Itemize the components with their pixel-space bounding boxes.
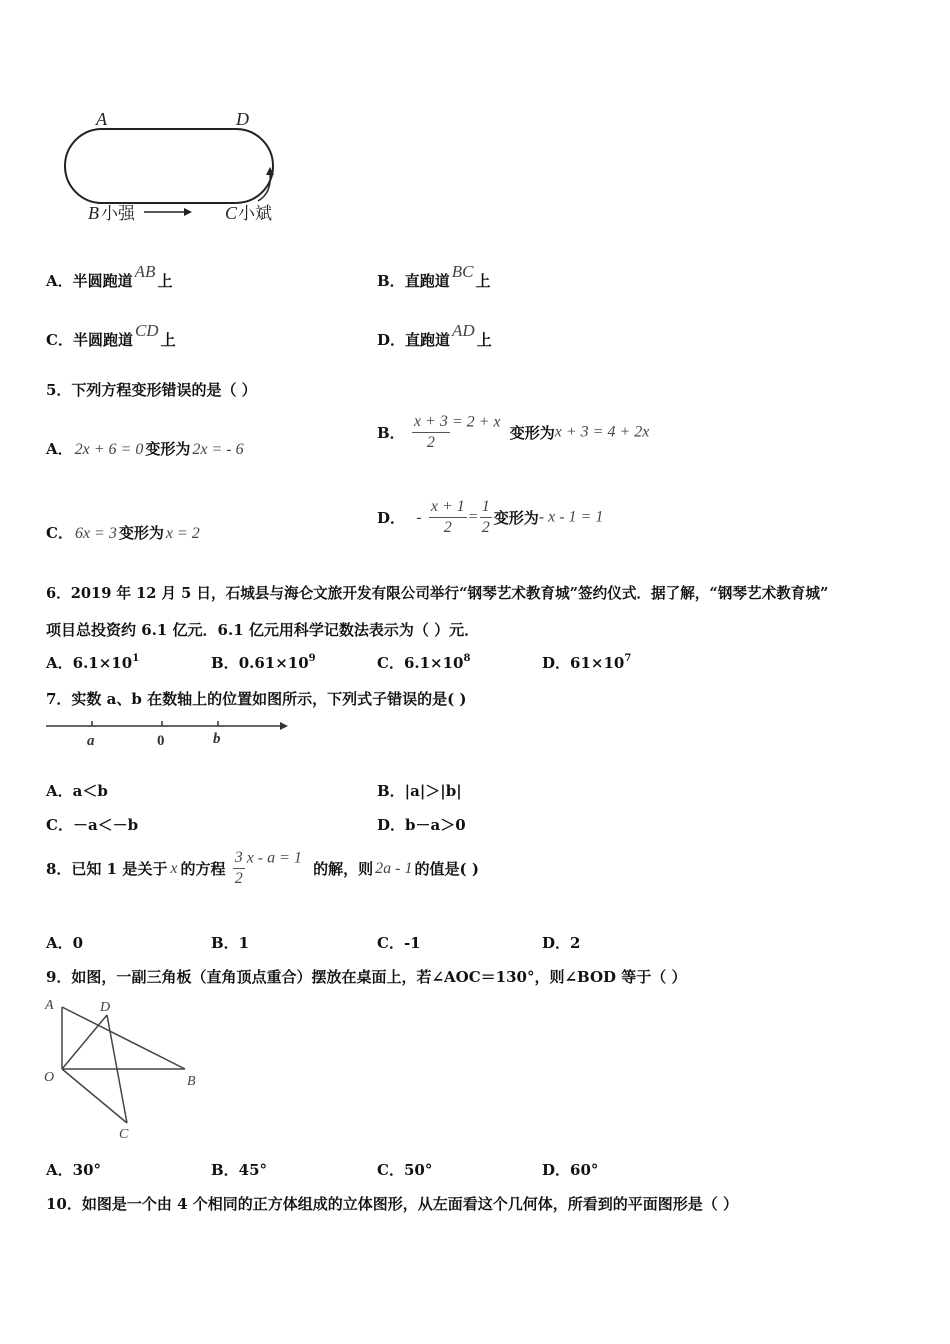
q9-option-b[interactable]: B．45°: [211, 1161, 268, 1179]
q8-option-c[interactable]: C．-1: [377, 934, 421, 952]
point-a: A: [45, 998, 54, 1013]
q4-c-var: CD: [134, 321, 159, 340]
q5-b-fraction: $\frac{x + 3}{2}$: [413, 413, 448, 451]
label-a: a: [87, 733, 95, 749]
q6-stem-line1: 6．2019 年 12 月 5 日，石城县与海仑文旅开发有限公司举行“钢琴艺术教育城”签约仪式．据了解，“钢琴艺术教育城”: [46, 585, 829, 602]
track-figure: [60, 105, 300, 230]
track-label-d: D: [236, 109, 249, 129]
q7-option-c[interactable]: C．－a＜－b: [46, 816, 139, 834]
q10-stem: 10．如图是一个由 4 个相同的正方体组成的立体图形，从左面看这个几何体，所看到的平面图形是（ ）: [46, 1195, 738, 1213]
point-o: O: [44, 1070, 55, 1085]
q4-option-d[interactable]: D．直跑道 AD 上: [377, 321, 492, 349]
q7-option-d[interactable]: D．b－a＞0: [377, 816, 466, 834]
q7-stem: 7．实数 a、b 在数轴上的位置如图所示，下列式子错误的是( ): [46, 690, 467, 708]
q5-option-c[interactable]: C． 6x = 3 变形为 x = 2: [46, 524, 200, 542]
q4-a-var: AB: [134, 262, 156, 281]
q4-b-var: BC: [451, 262, 474, 281]
q6-stem-line2: 项目总投资约 6.1 亿元．6.1 亿元用科学记数法表示为（ ）元．: [46, 621, 480, 639]
q5-d-fraction-right: $\frac{1}{2}$: [481, 498, 490, 536]
q5-option-b[interactable]: B． $\frac{x + 3}{2}$ = 2 + x 变形为x + 3 = 4 + 2x: [377, 413, 650, 451]
q5-d-fraction-left: $\frac{x + 1}{2}$: [430, 498, 465, 536]
q6-option-c[interactable]: C．$6.1\times 10^8$: [377, 653, 471, 672]
track-outline: [65, 129, 273, 203]
q9-stem: 9．如图，一副三角板（直角顶点重合）摆放在桌面上，若∠AOC＝130°，则∠BOD 等于（ ）: [46, 968, 687, 986]
q8-stem: 8．已知 1 是关于 x 的方程 $\frac{3}{2}$ x - a = 1 的解，则 2a - 1 的值是( ): [46, 849, 479, 887]
label-b: b: [213, 731, 221, 747]
q4-option-b[interactable]: B．直跑道 BC 上: [377, 262, 491, 290]
track-name-left: 小强: [101, 204, 135, 223]
track-label-c: C: [225, 203, 238, 223]
q8-option-a[interactable]: A．0: [46, 934, 84, 952]
track-name-right: 小斌: [238, 204, 272, 223]
track-label-b: B: [88, 203, 99, 223]
q9-option-c[interactable]: C．50°: [377, 1161, 433, 1179]
q8-option-d[interactable]: D．2: [542, 934, 581, 952]
q5-option-d[interactable]: D． - $\frac{x + 1}{2}$ = $\frac{1}{2}$ 变形为- x - 1 = 1: [377, 498, 604, 536]
q4-option-c[interactable]: C．半圆跑道 CD 上: [46, 321, 176, 349]
q4-d-var: AD: [452, 321, 475, 340]
number-line: [44, 714, 294, 754]
q8-fraction: $\frac{3}{2}$: [234, 849, 243, 887]
q9-option-a[interactable]: A．30°: [46, 1161, 102, 1179]
q9-option-d[interactable]: D．60°: [542, 1161, 599, 1179]
q6-option-d[interactable]: D．$61\times 10^7$: [542, 653, 632, 672]
track-curve-arrow: [258, 173, 270, 201]
point-c: C: [119, 1127, 129, 1142]
track-label-a: A: [96, 109, 107, 129]
q5-stem: 5．下列方程变形错误的是（ ）: [46, 381, 257, 399]
q6-option-b[interactable]: B．$0.61\times 10^9$: [211, 653, 316, 672]
point-d: D: [100, 1000, 111, 1015]
q8-option-b[interactable]: B．1: [211, 934, 250, 952]
q5-option-a[interactable]: A． 2x + 6 = 0 变形为 2x = - 6: [46, 440, 244, 458]
q4-option-a[interactable]: A．半圆跑道 AB 上: [46, 262, 173, 290]
label-0: 0: [157, 733, 165, 749]
point-b: B: [187, 1074, 196, 1089]
q7-option-a[interactable]: A．a＜b: [46, 782, 108, 800]
q6-option-a[interactable]: A．$6.1\times 10^1$: [46, 653, 140, 672]
triangle-figure: [40, 993, 210, 1143]
q7-option-b[interactable]: B．|a|＞|b|: [377, 782, 462, 800]
